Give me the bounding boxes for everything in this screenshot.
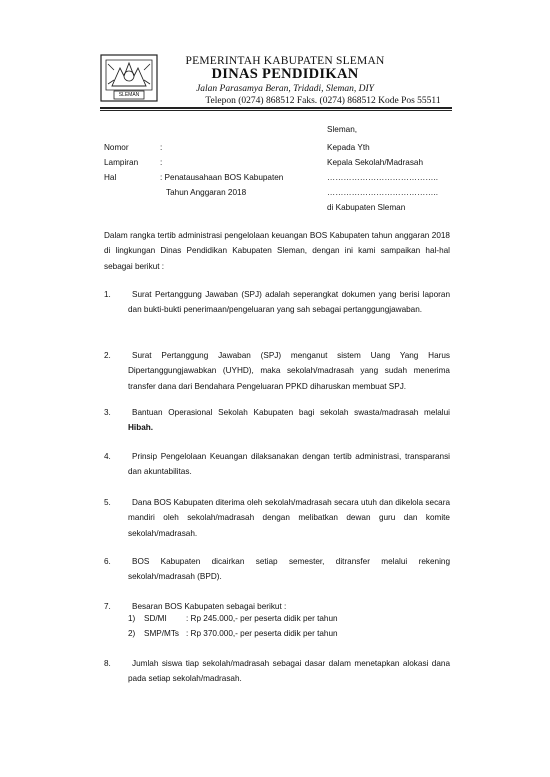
lampiran-label: Lampiran	[104, 158, 139, 167]
item-number: 6.	[104, 557, 111, 566]
hal-value-line2: Tahun Anggaran 2018	[166, 188, 247, 197]
sub-item-number: 2)	[128, 629, 136, 638]
item-text: Surat Pertanggung Jawaban (SPJ) adalah seperangkat dokumen yang berisi laporan dan bukti-bukti penerimaan/pengeluaran yang sah sebagai pertanggungjawaban.	[128, 290, 450, 315]
item-text: BOS Kabupaten dicairkan setiap semester, ditransfer melalui rekening sekolah/madrasah (BPD).	[128, 557, 450, 582]
recipient-blank-1: …………………………………..	[327, 173, 438, 182]
item-number: 4.	[104, 452, 111, 461]
hal-label: Hal	[104, 173, 117, 182]
item-number: 5.	[104, 498, 111, 507]
logo-text: SLEMAN	[118, 92, 140, 98]
item-text: Dana BOS Kabupaten diterima oleh sekolah/madrasah secara utuh dan dikelola secara mandiri oleh sekolah/madrasah dengan melibatkan dewan guru dan komite sekolah/madrasah.	[128, 498, 450, 538]
government-name: PEMERINTAH KABUPATEN SLEMAN	[185, 55, 385, 67]
item-text-main: Bantuan Operasional Sekolah Kabupaten bagi sekolah swasta/madrasah melalui	[132, 408, 450, 417]
item-text-bold: Hibah.	[128, 423, 154, 433]
item-number: 1.	[104, 290, 111, 299]
recipient-salutation: Kepada Yth	[327, 143, 370, 152]
nomor-label: Nomor	[104, 143, 129, 152]
sub-item-label: SMP/MTs	[144, 629, 180, 638]
item-text: Besaran BOS Kabupaten sebagai berikut :	[132, 602, 287, 611]
item-number: 2.	[104, 351, 111, 360]
item-number: 8.	[104, 659, 111, 668]
sub-item-number: 1)	[128, 614, 136, 623]
item-text: Jumlah siswa tiap sekolah/madrasah sebagai dasar dalam menetapkan alokasi dana pada setiap sekolah/madrasah.	[128, 659, 450, 684]
recipient-title: Kepala Sekolah/Madrasah	[327, 158, 424, 167]
letterhead-rule-thin	[100, 110, 452, 111]
item-number: 7.	[104, 602, 111, 611]
intro-paragraph: Dalam rangka tertib administrasi pengelolaan keuangan BOS Kabupaten tahun anggaran 2018 di lingkungan Dinas Pendidikan Kabupaten Sleman, dengan ini kami sampaikan hal-hal sebagai berikut :	[104, 231, 450, 271]
item-text: Prinsip Pengelolaan Keuangan dilaksanakan dengan tertib administrasi, transparansi dan akuntabilitas.	[128, 452, 450, 477]
item-text	[128, 405, 450, 436]
sub-item-label: SD/MI	[144, 614, 167, 623]
nomor-colon: :	[160, 143, 163, 152]
sub-item-value: : Rp 245.000,- per peserta didik per tahun	[186, 614, 338, 623]
recipient-location: di Kabupaten Sleman	[327, 203, 406, 212]
letter-place: Sleman,	[327, 125, 358, 134]
office-address: Jalan Parasamya Beran, Tridadi, Sleman, DIY	[196, 84, 374, 94]
office-phone: Telepon (0274) 868512 Faks. (0274) 868512 Kode Pos 55511	[205, 96, 441, 106]
letterhead-rule-thick	[100, 107, 452, 109]
item-text: Surat Pertanggung Jawaban (SPJ) menganut sistem Uang Yang Harus Dipertanggungjawabkan (UYHD), maka sekolah/madrasah yang sudah menerima transfer dana dari Bendahara Pengeluaran PPKD diharuskan membuat SPJ.	[128, 351, 450, 391]
hal-value: : Penatausahaan BOS Kabupaten	[160, 173, 284, 182]
lampiran-colon: :	[160, 158, 163, 167]
item-number: 3.	[104, 408, 111, 417]
department-name: DINAS PENDIDIKAN	[211, 66, 359, 82]
sub-item-value: : Rp 370.000,- per peserta didik per tahun	[186, 629, 338, 638]
recipient-blank-2: …………………………………..	[327, 188, 438, 197]
regency-logo	[100, 54, 158, 102]
